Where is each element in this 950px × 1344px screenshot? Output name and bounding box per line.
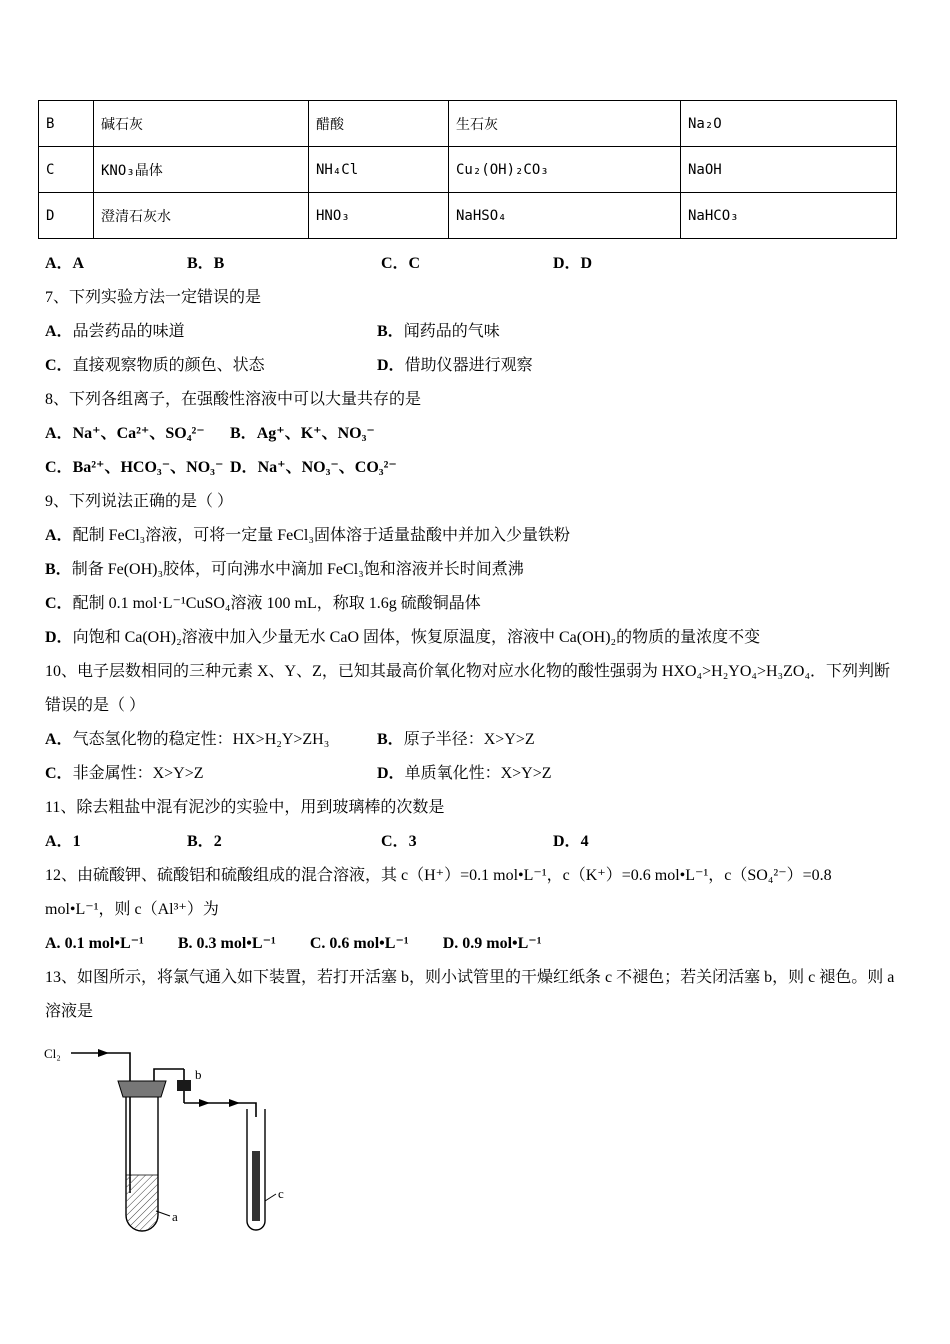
q11-stem: 11、除去粗盐中混有泥沙的实验中，用到玻璃棒的次数是 bbox=[45, 799, 445, 816]
q8-options-ab bbox=[38, 417, 896, 451]
q12-option-a bbox=[45, 935, 144, 952]
q9-stem: 9、下列说法正确的是（ ） bbox=[45, 493, 234, 510]
valve-label: b bbox=[195, 1067, 202, 1082]
table-cell: D bbox=[39, 193, 94, 239]
question-6-table bbox=[38, 100, 897, 239]
option-label: A． bbox=[45, 833, 73, 850]
red-paper-strip-c bbox=[252, 1151, 260, 1221]
q11-option-d bbox=[553, 833, 589, 850]
option-text: 配制 FeCl₃溶液，可将一定量 FeCl₃固体溶于适量盐酸中并加入少量铁粉 bbox=[72, 527, 570, 544]
table-cell: C bbox=[39, 147, 94, 193]
q10-options-cd bbox=[38, 757, 896, 791]
option-label: C． bbox=[45, 765, 73, 782]
q7-option-d bbox=[377, 357, 533, 374]
option-text: 配制 0.1 mol·L⁻¹CuSO₄溶液 100 mL，称取 1.6g 硫酸铜晶体 bbox=[72, 595, 481, 612]
option-label: B. bbox=[177, 935, 197, 952]
option-text: 单质氧化性：X>Y>Z bbox=[404, 765, 552, 782]
q12-option-d bbox=[443, 935, 542, 952]
q12-stem: 12、由硫酸钾、硫酸铝和硫酸组成的混合溶液，其 c（H⁺）=0.1 mol•L⁻¹，c（K⁺）=0.6 mol•L⁻¹，c（SO₄²⁻）=0.8 mol•L⁻¹，则 c（Al³⁺）为 bbox=[45, 867, 832, 918]
option-text: 0.3 mol•L⁻¹ bbox=[196, 935, 276, 952]
table-cell: NH₄Cl bbox=[309, 147, 449, 193]
table-cell: KNO₃晶体 bbox=[94, 147, 309, 193]
table-row-c bbox=[39, 147, 897, 193]
table-cell: NaOH bbox=[681, 147, 897, 193]
q10-option-b bbox=[377, 731, 535, 748]
q10-options-ab bbox=[38, 723, 896, 757]
table-cell: HNO₃ bbox=[309, 193, 449, 239]
option-label: A． bbox=[45, 425, 73, 442]
table-cell: 碱石灰 bbox=[94, 101, 309, 147]
q13-stem: 13、如图所示，将氯气通入如下装置，若打开活塞 b，则小试管里的干燥红纸条 c 不褪色；若关闭活塞 b，则 c 褪色。则 a 溶液是 bbox=[45, 969, 895, 1020]
option-label: A． bbox=[45, 527, 73, 544]
option-label: A． bbox=[45, 731, 73, 748]
option-label: B． bbox=[187, 833, 214, 850]
q12-option-b bbox=[178, 935, 276, 952]
option-text: Ba²⁺、HCO₃⁻、NO₃⁻ bbox=[72, 459, 224, 476]
q7-options-ab bbox=[38, 315, 896, 349]
option-label: D． bbox=[377, 357, 405, 374]
q11-option-b bbox=[187, 825, 377, 859]
q8-option-a bbox=[45, 417, 226, 451]
q12-option-c bbox=[310, 935, 409, 952]
option-label: A. bbox=[45, 935, 65, 952]
solution-label: a bbox=[172, 1209, 178, 1224]
table-row-b bbox=[39, 101, 897, 147]
q10-option-d bbox=[377, 765, 552, 782]
table-cell: NaHSO₄ bbox=[449, 193, 681, 239]
option-label: B． bbox=[377, 323, 404, 340]
option-text: 0.1 mol•L⁻¹ bbox=[64, 935, 144, 952]
q10-option-a bbox=[45, 723, 373, 757]
gas-pipes bbox=[71, 1053, 256, 1193]
option-text: 3 bbox=[408, 833, 417, 850]
stopcock-b bbox=[177, 1080, 191, 1091]
q10-stem: 10、电子层数相同的三种元素 X、Y、Z，已知其最高价氧化物对应水化物的酸性强弱为 HXO₄>H₂YO₄>H₃ZO₄．下列判断错误的是（ ） bbox=[45, 663, 891, 714]
q9-option-d bbox=[38, 621, 896, 655]
rubber-stopper bbox=[118, 1081, 166, 1097]
answer-option-c: C．C bbox=[381, 255, 421, 272]
option-text: 2 bbox=[213, 833, 222, 850]
option-text: 品尝药品的味道 bbox=[72, 323, 185, 340]
gas-label: Cl₂ bbox=[44, 1046, 61, 1061]
table-row-d bbox=[39, 193, 897, 239]
answer-option-b: B．B bbox=[187, 255, 225, 272]
q8-option-d bbox=[230, 459, 397, 476]
arrow-right-icon bbox=[98, 1049, 109, 1057]
option-text: 4 bbox=[580, 833, 589, 850]
arrow-right-icon bbox=[199, 1099, 210, 1107]
option-text: 借助仪器进行观察 bbox=[404, 357, 533, 374]
paper-label: c bbox=[278, 1186, 284, 1201]
apparatus-figure bbox=[44, 1043, 896, 1248]
q7-option-b bbox=[377, 323, 500, 340]
option-text: 非金属性：X>Y>Z bbox=[72, 765, 204, 782]
table-cell: 醋酸 bbox=[309, 101, 449, 147]
option-label: B． bbox=[45, 561, 72, 578]
option-label: C． bbox=[45, 595, 73, 612]
q11-option-c bbox=[381, 825, 549, 859]
option-label: B． bbox=[377, 731, 404, 748]
table-cell: NaHCO₃ bbox=[681, 193, 897, 239]
q8-options-cd bbox=[38, 451, 896, 485]
option-label: C． bbox=[45, 357, 73, 374]
option-text: 闻药品的气味 bbox=[403, 323, 500, 340]
q12-options bbox=[38, 927, 896, 961]
option-text: Na⁺、Ca²⁺、SO₄²⁻ bbox=[72, 425, 205, 442]
q7-option-c bbox=[45, 349, 373, 383]
option-label: D． bbox=[553, 833, 581, 850]
answer-option-d: D．D bbox=[553, 255, 593, 272]
q9-option-a bbox=[38, 519, 896, 553]
option-text: 1 bbox=[72, 833, 81, 850]
option-label: B． bbox=[230, 425, 257, 442]
option-label: D． bbox=[377, 765, 405, 782]
answer-option-a: A．A bbox=[45, 255, 85, 272]
option-text: Ag⁺、K⁺、NO₃⁻ bbox=[256, 425, 375, 442]
option-label: A． bbox=[45, 323, 73, 340]
table-cell: Cu₂(OH)₂CO₃ bbox=[449, 147, 681, 193]
q7-stem: 7、下列实验方法一定错误的是 bbox=[45, 289, 262, 306]
option-text: Na⁺、NO₃⁻、CO₃²⁻ bbox=[257, 459, 397, 476]
label-c-pointer bbox=[265, 1194, 276, 1201]
answer-options-row bbox=[38, 247, 896, 281]
option-text: 原子半径：X>Y>Z bbox=[403, 731, 535, 748]
option-label: D． bbox=[230, 459, 258, 476]
option-label: C． bbox=[381, 833, 409, 850]
option-label: D. bbox=[442, 935, 463, 952]
q11-options bbox=[38, 825, 896, 859]
q7-option-a bbox=[45, 315, 373, 349]
option-text: 气态氢化物的稳定性：HX>H₂Y>ZH₃ bbox=[72, 731, 330, 748]
q9-option-b bbox=[38, 553, 896, 587]
q10-option-c bbox=[45, 757, 373, 791]
q8-option-c bbox=[45, 451, 226, 485]
apparatus-diagram bbox=[44, 1043, 294, 1243]
option-text: 0.9 mol•L⁻¹ bbox=[462, 935, 542, 952]
q9-option-c bbox=[38, 587, 896, 621]
q11-option-a bbox=[45, 825, 183, 859]
q8-option-b bbox=[230, 425, 375, 442]
questions-body bbox=[38, 239, 896, 1248]
solution-a-liquid bbox=[126, 1175, 158, 1231]
q7-options-cd bbox=[38, 349, 896, 383]
table-cell: 生石灰 bbox=[449, 101, 681, 147]
table-cell: 澄清石灰水 bbox=[94, 193, 309, 239]
option-text: 向饱和 Ca(OH)₂溶液中加入少量无水 CaO 固体，恢复原温度，溶液中 Ca(OH)₂的物质的量浓度不变 bbox=[72, 629, 761, 646]
q8-stem: 8、下列各组离子，在强酸性溶液中可以大量共存的是 bbox=[45, 391, 422, 408]
flow-arrows bbox=[98, 1049, 240, 1107]
option-label: C. bbox=[309, 935, 330, 952]
option-label: C． bbox=[45, 459, 73, 476]
option-text: 直接观察物质的颜色、状态 bbox=[72, 357, 265, 374]
table-cell: Na₂O bbox=[681, 101, 897, 147]
option-text: 制备 Fe(OH)₃胶体，可向沸水中滴加 FeCl₃饱和溶液并长时间煮沸 bbox=[71, 561, 524, 578]
option-label: D． bbox=[45, 629, 73, 646]
option-text: 0.6 mol•L⁻¹ bbox=[329, 935, 409, 952]
arrow-right-icon bbox=[229, 1099, 240, 1107]
table-cell: B bbox=[39, 101, 94, 147]
